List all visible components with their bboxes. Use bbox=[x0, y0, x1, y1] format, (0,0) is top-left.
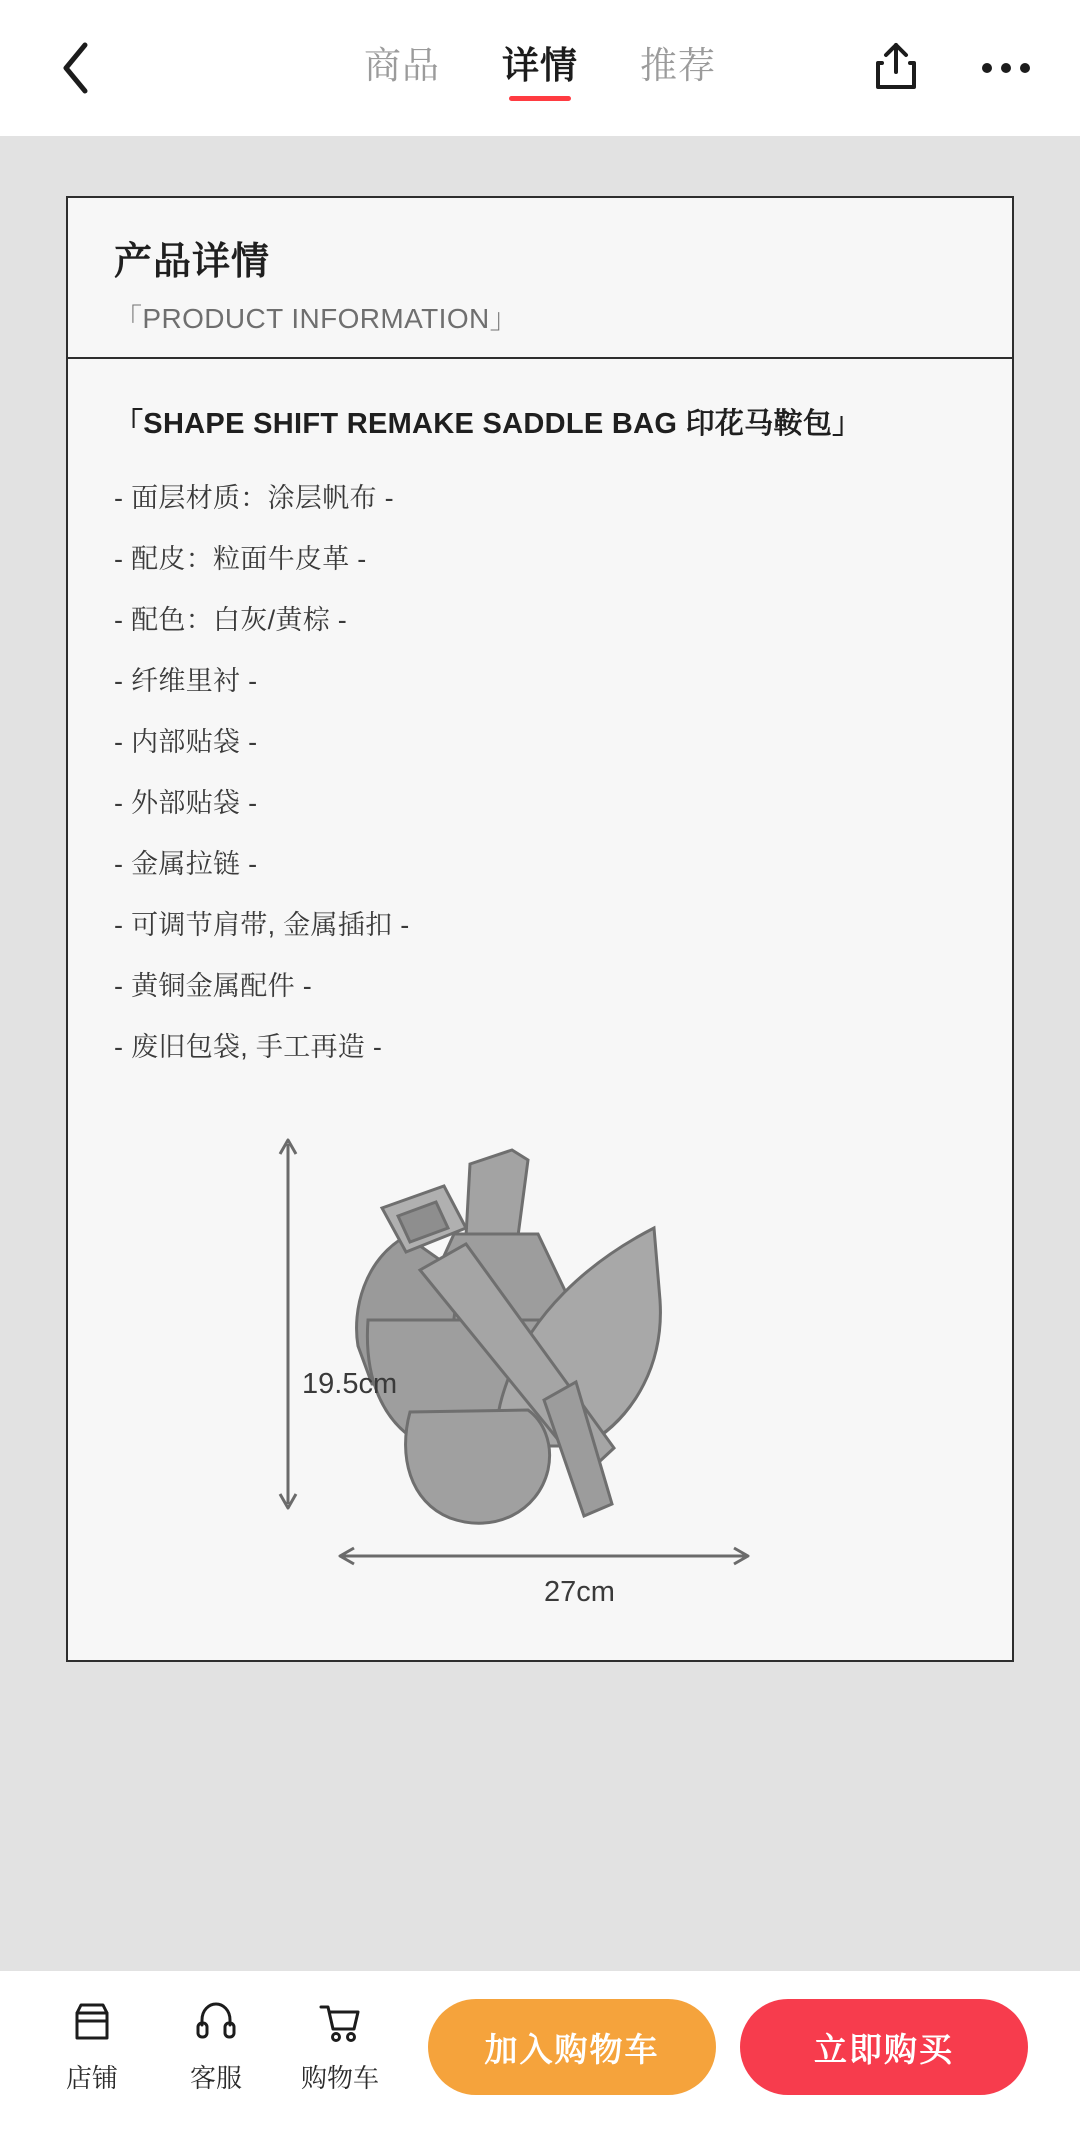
share-button[interactable] bbox=[868, 40, 924, 96]
top-bar-actions bbox=[868, 40, 1034, 96]
card-header bbox=[68, 198, 1012, 359]
tab-recommend[interactable]: 推荐 bbox=[640, 45, 716, 86]
share-icon bbox=[874, 41, 918, 96]
dimension-height-label: 19.5cm bbox=[302, 1368, 398, 1400]
product-dimension-diagram bbox=[114, 1124, 966, 1664]
dimension-width-label: 27cm bbox=[544, 1576, 615, 1608]
more-dots-icon bbox=[982, 63, 1030, 73]
cart-icon bbox=[317, 1999, 363, 2050]
spec-item: - 配皮：粒面牛皮革 - bbox=[114, 544, 367, 574]
page-title: 产品详情 bbox=[114, 241, 271, 283]
back-button[interactable] bbox=[46, 38, 106, 98]
card-body bbox=[68, 359, 1012, 1664]
support-nav-label: 客服 bbox=[189, 2063, 242, 2093]
spec-item: - 内部贴袋 - bbox=[114, 727, 258, 757]
more-options-button[interactable] bbox=[978, 40, 1034, 96]
spec-item: - 黄铜金属配件 - bbox=[114, 971, 312, 1001]
product-info-card bbox=[66, 196, 1014, 1662]
spec-item: - 可调节肩带, 金属插扣 - bbox=[114, 910, 410, 940]
spec-item: - 金属拉链 - bbox=[114, 849, 258, 879]
headset-icon bbox=[193, 1999, 239, 2050]
spec-item: - 配色：白灰/黄棕 - bbox=[114, 605, 348, 635]
buy-now-button[interactable]: 立即购买 bbox=[740, 1999, 1028, 2095]
spec-item: - 废旧包袋, 手工再造 - bbox=[114, 1032, 383, 1062]
tab-detail[interactable]: 详情 bbox=[502, 35, 578, 101]
cart-nav-button[interactable] bbox=[278, 1999, 402, 2095]
shop-icon bbox=[69, 1999, 115, 2050]
detail-content-scroll[interactable] bbox=[0, 136, 1080, 1971]
page-subtitle: 「PRODUCT INFORMATION」 bbox=[114, 303, 519, 334]
spec-item: - 面层材质：涂层帆布 - bbox=[114, 483, 394, 513]
shop-nav-label: 店铺 bbox=[65, 2063, 118, 2093]
add-to-cart-button[interactable]: 加入购物车 bbox=[428, 1999, 716, 2095]
top-navigation-bar bbox=[0, 0, 1080, 136]
support-nav-button[interactable] bbox=[154, 1999, 278, 2095]
spec-item: - 外部贴袋 - bbox=[114, 788, 258, 818]
cart-nav-label: 购物车 bbox=[300, 2063, 379, 2093]
shop-nav-button[interactable] bbox=[30, 1999, 154, 2095]
bottom-action-bar bbox=[0, 1971, 1080, 2137]
chevron-left-icon bbox=[59, 40, 93, 96]
product-name: 「SHAPE SHIFT REMAKE SADDLE BAG 印花马鞍包」 bbox=[114, 408, 862, 440]
spec-item: - 纤维里衬 - bbox=[114, 666, 258, 696]
tab-goods[interactable]: 商品 bbox=[364, 45, 440, 86]
